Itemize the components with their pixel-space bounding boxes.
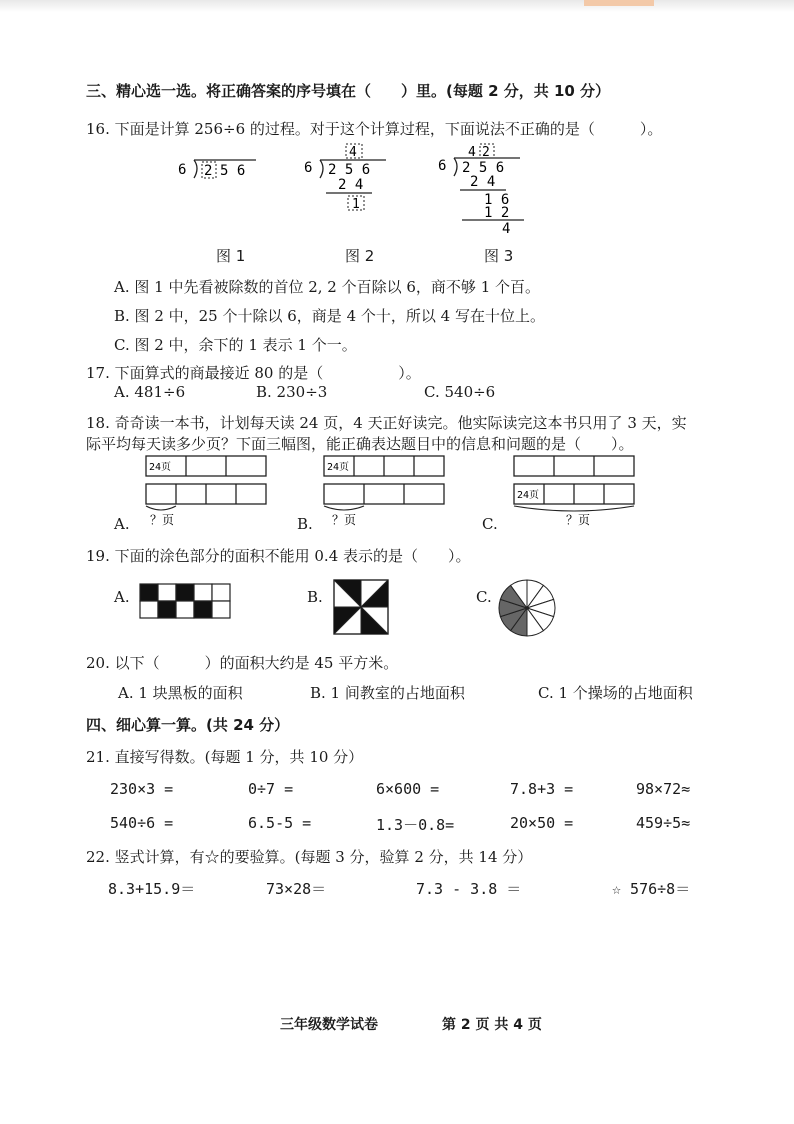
q18-diagram-c: [508, 452, 643, 530]
q22-stem: 22. 竖式计算，有☆的要验算。(每题 3 分，验算 2 分，共 14 分）: [86, 848, 533, 866]
diagram-b-question-label: ？页: [332, 513, 357, 527]
q20-option-b: B. 1 间教室的占地面积: [310, 684, 465, 702]
section-3-title: 三、精心选一选。将正确答案的序号填在（ ）里。(每题 2 分，共 10 分）: [86, 82, 611, 100]
q16-option-c: C. 图 2 中，余下的 1 表示 1 个一。: [114, 336, 357, 354]
footer-paper-title: 三年级数学试卷: [280, 1017, 378, 1033]
diagram-c-question-label: ？页: [566, 513, 591, 527]
q19-stem: 19. 下面的涂色部分的面积不能用 0.4 表示的是（ ）。: [86, 547, 471, 565]
fig3-quotient-a: 4: [468, 145, 476, 160]
q21-stem: 21. 直接写得数。(每题 1 分，共 10 分）: [86, 748, 364, 766]
q17-option-c: C. 540÷6: [424, 383, 496, 401]
grid-cell-shaded: [140, 584, 158, 601]
fig2-quotient: 4: [349, 145, 357, 160]
fig2-dividend: 2 5 6: [328, 162, 371, 178]
q17-stem: 17. 下面算式的商最接近 80 的是（ ）。: [86, 364, 421, 382]
q20-stem: 20. 以下（ ）的面积大约是 45 平方米。: [86, 654, 399, 672]
q19-option-a: A.: [114, 588, 130, 606]
scan-top-edge: [0, 0, 794, 12]
fig3-remainder: 4: [502, 221, 511, 237]
q18-stem-line1: 18. 奇奇读一本书，计划每天读 24 页，4 天正好读完。他实际读完这本书只用了 3 天，实: [86, 414, 687, 432]
scan-color-mark: [584, 0, 654, 6]
fig3-divisor: 6: [438, 158, 447, 174]
q22-item-3: 7.3 - 3.8 ＝: [416, 880, 522, 898]
q21-item-7: 6.5-5 =: [248, 814, 312, 832]
q22-item-2: 73×28＝: [266, 880, 327, 898]
figure-3: [438, 144, 524, 237]
fig3-line3: 1 2: [484, 205, 510, 221]
grid-cell-blank: [212, 584, 230, 601]
q18-diagram-a: [140, 452, 275, 530]
fig2-remainder: 1: [352, 197, 360, 212]
q16-option-b: B. 图 2 中，25 个十除以 6，商是 4 个十，所以 4 写在十位上。: [114, 307, 545, 325]
q21-item-9: 20×50 =: [510, 814, 574, 832]
q22-item-1: 8.3+15.9＝: [108, 880, 196, 898]
diagram-b-seg-label: 24页: [327, 462, 350, 473]
q18-stem-line2: 际平均每天读多少页？下面三幅图，能正确表达题目中的信息和问题的是（ ）。: [86, 435, 634, 453]
grid-cell-blank: [212, 601, 230, 618]
fig2-caption: 图 2: [345, 247, 375, 265]
q19-square-b: [332, 578, 392, 638]
fig3-quotient-b: 2: [482, 145, 490, 160]
q19-circle-c: [496, 577, 558, 639]
figure-1: [178, 160, 256, 179]
q19-grid-a: [138, 582, 234, 622]
q20-option-c: C. 1 个操场的占地面积: [538, 684, 693, 702]
fig3-line1: 2 4: [470, 174, 496, 190]
q17-option-b: B. 230÷3: [256, 383, 328, 401]
q18-diagram-b: [318, 452, 453, 530]
q18-option-a: A.: [114, 515, 130, 533]
footer-page-number: 第 2 页 共 4 页: [442, 1017, 542, 1033]
fig3-line2: 1 6: [484, 192, 510, 208]
q19-option-b: B.: [307, 588, 323, 606]
q21-item-6: 540÷6 =: [110, 814, 174, 832]
q21-item-1: 230×3 =: [110, 780, 174, 798]
fig2-line1: 2 4: [338, 177, 364, 193]
fig1-rest-digits: 5 6: [220, 163, 246, 179]
q19-option-c: C.: [476, 588, 492, 606]
diagram-c-seg-label: 24页: [517, 490, 540, 501]
q21-item-3: 6×600 =: [376, 780, 440, 798]
grid-cell-blank: [176, 601, 194, 618]
fig2-divisor: 6: [304, 160, 313, 176]
q21-item-10: 459÷5≈: [636, 814, 691, 832]
q16-option-a: A. 图 1 中先看被除数的首位 2, 2 个百除以 6，商不够 1 个百。: [114, 278, 541, 296]
diagram-a-seg-label: 24页: [149, 462, 172, 473]
grid-cell-blank: [158, 584, 176, 601]
q20-option-a: A. 1 块黑板的面积: [118, 684, 243, 702]
grid-cell-blank: [194, 584, 212, 601]
grid-cell-blank: [140, 601, 158, 618]
fig3-dividend: 2 5 6: [462, 160, 505, 176]
grid-cell-shaded: [176, 584, 194, 601]
q22-item-4: ☆ 576÷8＝: [612, 880, 691, 898]
q21-item-5: 98×72≈: [636, 780, 691, 798]
q21-item-2: 0÷7 =: [248, 780, 294, 798]
grid-cell-shaded: [158, 601, 176, 618]
section-4-title: 四、细心算一算。(共 24 分）: [86, 716, 290, 734]
q18-option-c: C.: [482, 515, 498, 533]
fig1-caption: 图 1: [216, 247, 246, 265]
fig3-caption: 图 3: [484, 247, 514, 265]
fig1-boxed-digit: 2: [204, 163, 213, 179]
q21-item-4: 7.8+3 =: [510, 780, 574, 798]
q17-option-a: A. 481÷6: [114, 383, 186, 401]
grid-cell-shaded: [194, 601, 212, 618]
diagram-a-question-label: ？页: [150, 513, 175, 527]
figure-2: [304, 144, 386, 212]
q21-item-8: 1.3－0.8=: [376, 816, 455, 834]
fig1-divisor: 6: [178, 162, 187, 178]
q16-stem: 16. 下面是计算 256÷6 的过程。对于这个计算过程，下面说法不正确的是（ ）。: [86, 120, 663, 138]
q18-option-b: B.: [297, 515, 313, 533]
